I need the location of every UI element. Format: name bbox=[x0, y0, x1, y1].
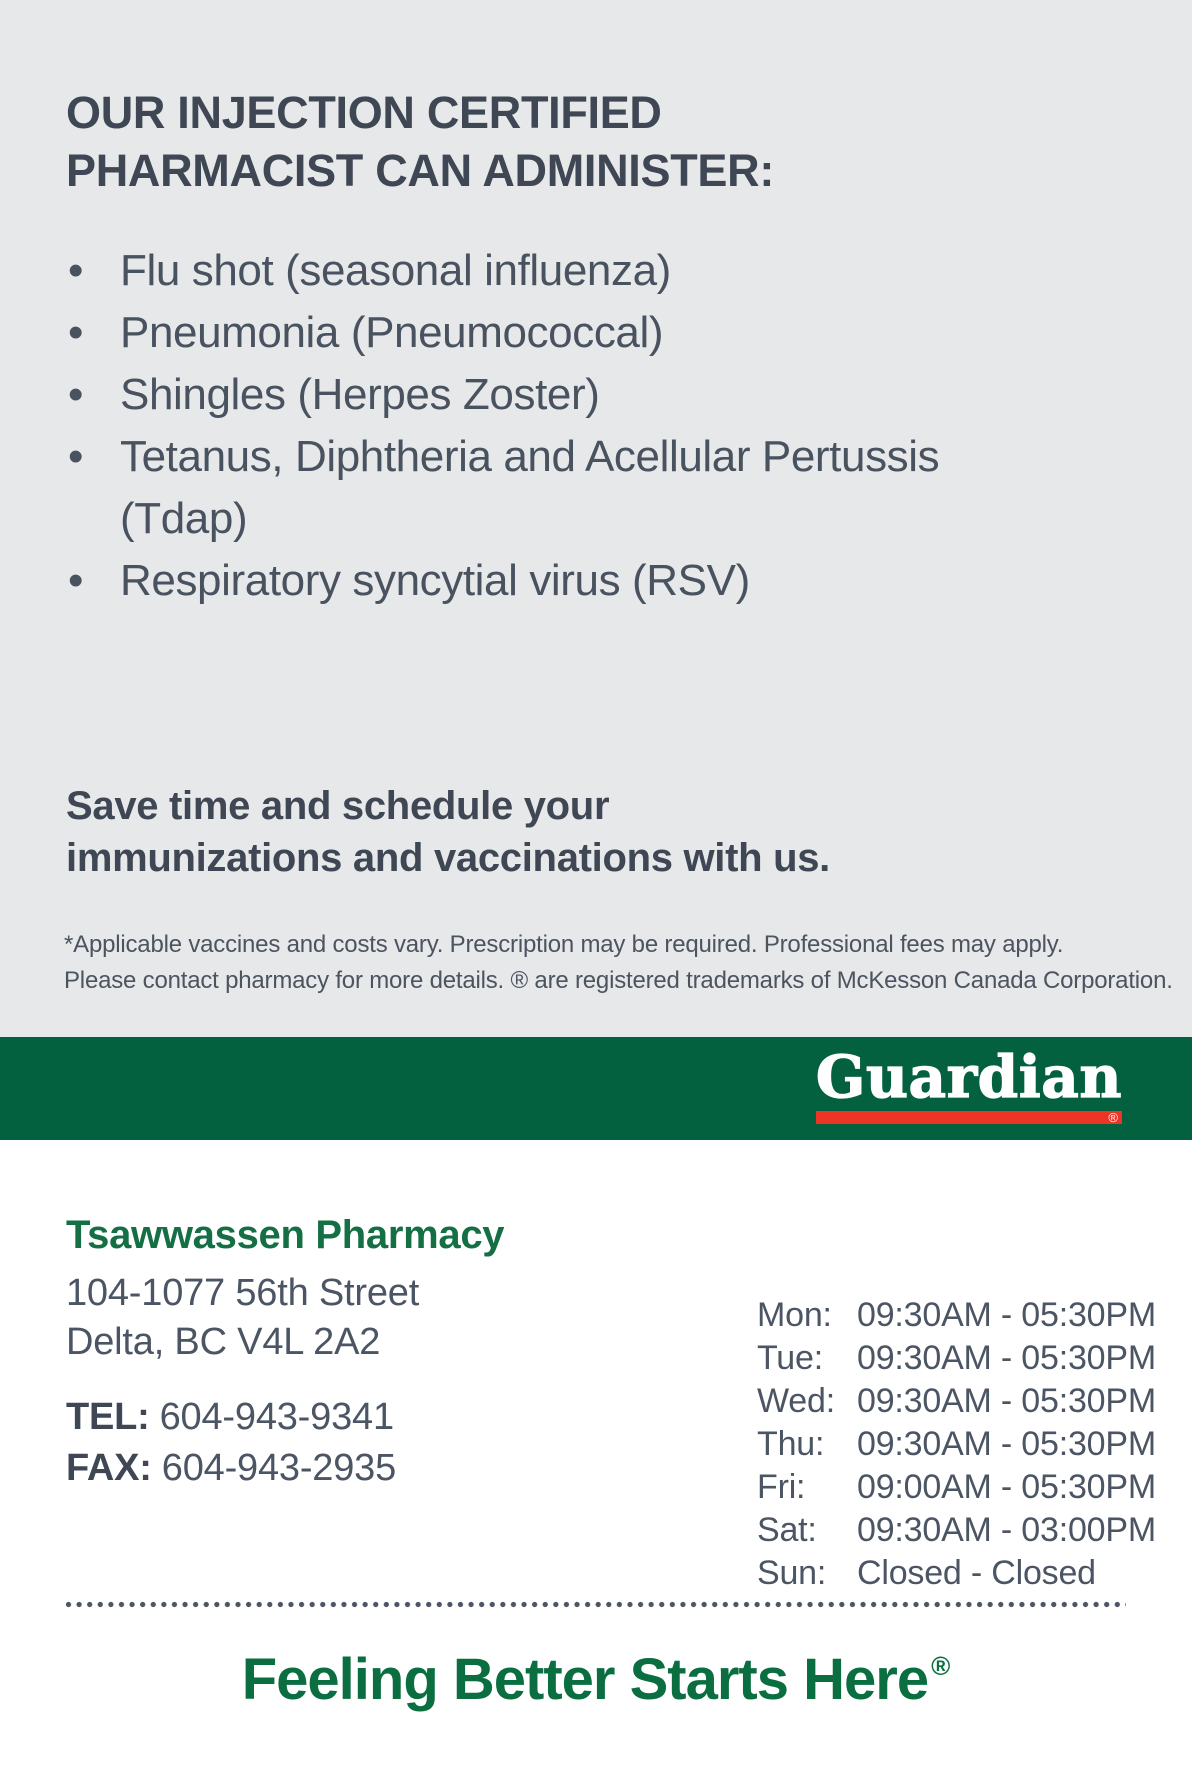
list-item bbox=[66, 240, 1076, 302]
list-item-text: Tetanus, Diphtheria and Acellular Pertussis (Tdap) bbox=[120, 432, 940, 543]
disclaimer-line2: Please contact pharmacy for more details. ® are registered trademarks of McKesson Canada Corporation. bbox=[64, 967, 1173, 994]
fax-row bbox=[66, 1443, 396, 1494]
hours-time: 09:30AM - 05:30PM bbox=[857, 1339, 1156, 1377]
guardian-logo bbox=[816, 1045, 1122, 1124]
hours-time: 09:30AM - 05:30PM bbox=[857, 1296, 1156, 1334]
main-heading bbox=[66, 84, 774, 200]
bullet-icon: • bbox=[68, 370, 84, 419]
hours-day: Wed: bbox=[757, 1382, 835, 1420]
hours-row bbox=[757, 1337, 1156, 1380]
tagline-text: Feeling Better Starts Here bbox=[241, 1647, 929, 1712]
store-address-line1: 104-1077 56th Street bbox=[66, 1272, 420, 1314]
hours-day: Sun: bbox=[757, 1554, 827, 1592]
list-item-text: Shingles (Herpes Zoster) bbox=[120, 370, 600, 419]
list-item bbox=[66, 550, 1076, 612]
hours-row bbox=[757, 1380, 1156, 1423]
bullet-icon: • bbox=[68, 556, 84, 605]
list-item bbox=[66, 364, 1076, 426]
cta-heading bbox=[66, 780, 830, 884]
main-heading-line1: OUR INJECTION CERTIFIED bbox=[66, 87, 662, 138]
hours-time: 09:30AM - 05:30PM bbox=[857, 1382, 1156, 1420]
hours-day: Fri: bbox=[757, 1468, 806, 1506]
disclaimer bbox=[64, 927, 1173, 999]
hours-time: 09:00AM - 05:30PM bbox=[857, 1468, 1156, 1506]
fax-label: FAX: bbox=[66, 1447, 152, 1489]
hours-time: Closed - Closed bbox=[857, 1554, 1096, 1592]
hours-row bbox=[757, 1552, 1156, 1595]
store-hours bbox=[757, 1294, 1156, 1595]
list-item-text: Flu shot (seasonal influenza) bbox=[120, 246, 671, 295]
list-item bbox=[66, 426, 1076, 550]
tel-number: 604-943-9341 bbox=[159, 1396, 394, 1438]
list-item-text: Respiratory syncytial virus (RSV) bbox=[120, 556, 750, 605]
dotted-divider bbox=[64, 1600, 1126, 1609]
main-heading-line2: PHARMACIST CAN ADMINISTER: bbox=[66, 145, 775, 196]
store-contact bbox=[66, 1392, 396, 1494]
cta-line2: immunizations and vaccinations with us. bbox=[66, 836, 830, 880]
list-item bbox=[66, 302, 1076, 364]
store-address-line2: Delta, BC V4L 2A2 bbox=[66, 1321, 381, 1363]
store-name: Tsawwassen Pharmacy bbox=[66, 1213, 505, 1257]
hours-day: Sat: bbox=[757, 1511, 817, 1549]
registered-trademark-icon: ® bbox=[1108, 1110, 1118, 1125]
hours-time: 09:30AM - 03:00PM bbox=[857, 1511, 1156, 1549]
vaccine-list bbox=[66, 240, 1076, 612]
hours-day: Tue: bbox=[757, 1339, 823, 1377]
hours-row bbox=[757, 1466, 1156, 1509]
cta-line1: Save time and schedule your bbox=[66, 784, 610, 828]
hours-row bbox=[757, 1423, 1156, 1466]
brand-band bbox=[0, 1037, 1192, 1140]
registered-trademark-icon: ® bbox=[931, 1651, 951, 1681]
bullet-icon: • bbox=[68, 432, 84, 481]
tel-row bbox=[66, 1392, 396, 1443]
tel-label: TEL: bbox=[66, 1396, 150, 1438]
disclaimer-line1: *Applicable vaccines and costs vary. Prescription may be required. Professional fees may apply. bbox=[64, 931, 1064, 958]
bullet-icon: • bbox=[68, 308, 84, 357]
store-address bbox=[66, 1269, 419, 1367]
guardian-logo-red-bar bbox=[816, 1111, 1122, 1124]
fax-number: 604-943-2935 bbox=[161, 1447, 397, 1489]
hours-day: Mon: bbox=[757, 1296, 832, 1334]
hours-time: 09:30AM - 05:30PM bbox=[857, 1425, 1156, 1463]
tagline bbox=[0, 1646, 1192, 1713]
bullet-icon: • bbox=[68, 246, 84, 295]
list-item-text: Pneumonia (Pneumococcal) bbox=[120, 308, 664, 357]
hours-row bbox=[757, 1294, 1156, 1337]
hours-day: Thu: bbox=[757, 1425, 825, 1463]
hours-row bbox=[757, 1509, 1156, 1552]
guardian-logo-text: Guardian bbox=[815, 1043, 1122, 1111]
